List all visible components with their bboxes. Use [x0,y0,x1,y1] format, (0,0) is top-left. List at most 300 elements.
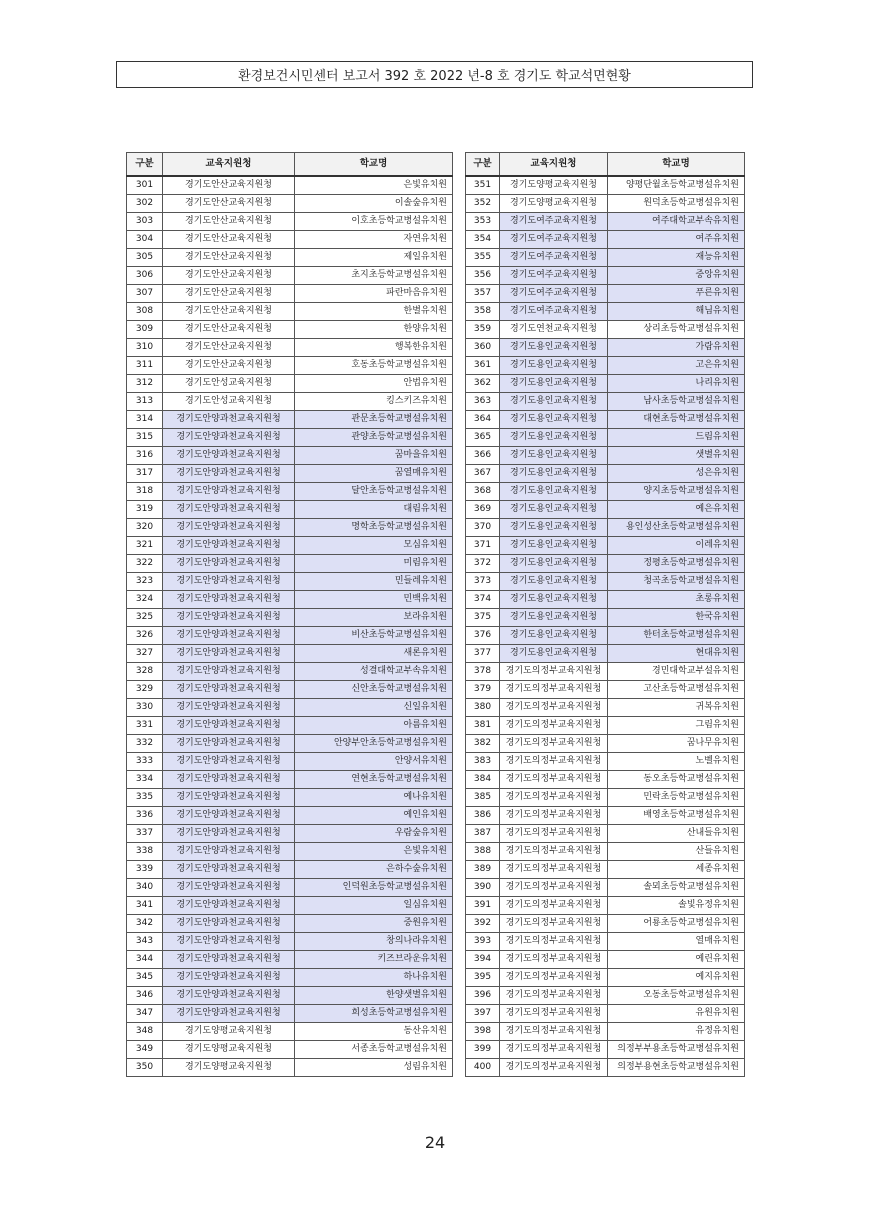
table-row [127,626,453,644]
row-number: 312 [127,374,163,392]
row-number: 354 [466,230,500,248]
row-number: 369 [466,500,500,518]
school-name: 이솔숲유치원 [295,194,453,212]
table-row [127,716,453,734]
school-name: 예나유치원 [295,788,453,806]
row-number: 397 [466,1004,500,1022]
education-office: 경기도안산교육지원청 [163,338,295,356]
school-name: 신안초등학교병설유치원 [295,680,453,698]
school-name: 그림유치원 [608,716,745,734]
school-name: 상리초등학교병설유치원 [608,320,745,338]
row-number: 334 [127,770,163,788]
education-office: 경기도의정부교육지원청 [500,1058,608,1076]
school-name: 세종유치원 [608,860,745,878]
table-body-left [127,176,453,1077]
education-office: 경기도용인교육지원청 [500,338,608,356]
school-name: 재능유치원 [608,248,745,266]
school-name: 자연유치원 [295,230,453,248]
education-office: 경기도안양과천교육지원청 [163,842,295,860]
school-name: 예린유치원 [608,950,745,968]
table-row [127,572,453,590]
education-office: 경기도의정부교육지원청 [500,842,608,860]
table-row [466,464,745,482]
school-name: 동산유치원 [295,1022,453,1040]
school-name: 민들레유치원 [295,572,453,590]
school-name: 배영초등학교병설유치원 [608,806,745,824]
school-name: 비산초등학교병설유치원 [295,626,453,644]
row-number: 385 [466,788,500,806]
school-name: 성은유치원 [608,464,745,482]
school-name: 관양초등학교병설유치원 [295,428,453,446]
header-school: 학교명 [295,153,453,176]
education-office: 경기도양평교육지원청 [163,1022,295,1040]
education-office: 경기도의정부교육지원청 [500,968,608,986]
school-name: 솔뫼초등학교병설유치원 [608,878,745,896]
education-office: 경기도의정부교육지원청 [500,986,608,1004]
education-office: 경기도안양과천교육지원청 [163,950,295,968]
row-number: 393 [466,932,500,950]
table-row [466,392,745,410]
school-name: 해님유치원 [608,302,745,320]
table-row [466,1004,745,1022]
row-number: 346 [127,986,163,1004]
school-name: 연현초등학교병설유치원 [295,770,453,788]
school-name: 예은유치원 [608,500,745,518]
row-number: 330 [127,698,163,716]
table-row [466,356,745,374]
education-office: 경기도안산교육지원청 [163,356,295,374]
school-name: 하나유치원 [295,968,453,986]
school-name: 여주대학교부속유치원 [608,212,745,230]
school-name: 미림유치원 [295,554,453,572]
row-number: 391 [466,896,500,914]
row-number: 317 [127,464,163,482]
row-number: 313 [127,392,163,410]
school-name: 드림유치원 [608,428,745,446]
table-row [127,536,453,554]
table-row [466,410,745,428]
table-row [127,212,453,230]
row-number: 310 [127,338,163,356]
table-row [127,698,453,716]
row-number: 305 [127,248,163,266]
table-row [466,194,745,212]
table-row [127,284,453,302]
school-name: 키즈브라운유치원 [295,950,453,968]
row-number: 338 [127,842,163,860]
education-office: 경기도안양과천교육지원청 [163,806,295,824]
row-number: 400 [466,1058,500,1076]
table-row [466,860,745,878]
table-row [466,896,745,914]
education-office: 경기도용인교육지원청 [500,428,608,446]
school-name: 여주유치원 [608,230,745,248]
row-number: 342 [127,914,163,932]
table-row [466,482,745,500]
row-number: 336 [127,806,163,824]
header-office: 교육지원청 [500,153,608,176]
table-header-row [466,153,745,176]
school-name: 은하수숲유치원 [295,860,453,878]
school-name: 일심유치원 [295,896,453,914]
table-row [127,374,453,392]
table-row [466,968,745,986]
table-row [127,644,453,662]
table-row [466,1022,745,1040]
school-name: 고은유치원 [608,356,745,374]
table-row [127,446,453,464]
education-office: 경기도안양과천교육지원청 [163,788,295,806]
education-office: 경기도용인교육지원청 [500,356,608,374]
education-office: 경기도의정부교육지원청 [500,860,608,878]
table-row [127,500,453,518]
row-number: 304 [127,230,163,248]
table-row [466,788,745,806]
row-number: 328 [127,662,163,680]
education-office: 경기도용인교육지원청 [500,608,608,626]
education-office: 경기도안산교육지원청 [163,212,295,230]
row-number: 350 [127,1058,163,1076]
table-row [127,950,453,968]
table-row [466,284,745,302]
school-name: 경민대학교부설유치원 [608,662,745,680]
table-row [127,932,453,950]
table-row [127,734,453,752]
row-number: 381 [466,716,500,734]
school-name: 안양부안초등학교병설유치원 [295,734,453,752]
row-number: 371 [466,536,500,554]
school-name: 파란마음유치원 [295,284,453,302]
education-office: 경기도용인교육지원청 [500,626,608,644]
table-row [127,194,453,212]
education-office: 경기도용인교육지원청 [500,392,608,410]
school-name: 귀복유치원 [608,698,745,716]
row-number: 353 [466,212,500,230]
table-row [466,554,745,572]
table-row [466,932,745,950]
row-number: 359 [466,320,500,338]
row-number: 332 [127,734,163,752]
table-row [127,1040,453,1058]
school-name: 아름유치원 [295,716,453,734]
education-office: 경기도의정부교육지원청 [500,950,608,968]
row-number: 316 [127,446,163,464]
school-name: 이레유치원 [608,536,745,554]
table-row [127,842,453,860]
row-number: 318 [127,482,163,500]
education-office: 경기도의정부교육지원청 [500,824,608,842]
education-office: 경기도의정부교육지원청 [500,716,608,734]
table-row [127,356,453,374]
row-number: 355 [466,248,500,266]
page-number: 24 [424,1133,446,1152]
education-office: 경기도용인교육지원청 [500,554,608,572]
row-number: 325 [127,608,163,626]
table-row [466,446,745,464]
education-office: 경기도의정부교육지원청 [500,788,608,806]
education-office: 경기도안양과천교육지원청 [163,644,295,662]
school-name: 인덕원초등학교병설유치원 [295,878,453,896]
row-number: 322 [127,554,163,572]
row-number: 392 [466,914,500,932]
row-number: 308 [127,302,163,320]
table-row [127,518,453,536]
education-office: 경기도안산교육지원청 [163,176,295,195]
education-office: 경기도안성교육지원청 [163,392,295,410]
education-office: 경기도양평교육지원청 [163,1040,295,1058]
row-number: 347 [127,1004,163,1022]
table-row [127,824,453,842]
education-office: 경기도여주교육지원청 [500,230,608,248]
education-office: 경기도용인교육지원청 [500,500,608,518]
table-row [466,680,745,698]
table-row [466,644,745,662]
row-number: 384 [466,770,500,788]
school-name: 한양샛별유치원 [295,986,453,1004]
education-office: 경기도용인교육지원청 [500,590,608,608]
education-office: 경기도양평교육지원청 [500,176,608,195]
school-name: 산들유치원 [608,842,745,860]
row-number: 366 [466,446,500,464]
education-office: 경기도용인교육지원청 [500,446,608,464]
education-office: 경기도의정부교육지원청 [500,752,608,770]
row-number: 368 [466,482,500,500]
table-row [127,230,453,248]
row-number: 306 [127,266,163,284]
school-name: 솔빛유정유치원 [608,896,745,914]
table-row [127,248,453,266]
school-name: 안법유치원 [295,374,453,392]
row-number: 349 [127,1040,163,1058]
school-name: 한터초등학교병설유치원 [608,626,745,644]
row-number: 345 [127,968,163,986]
education-office: 경기도여주교육지원청 [500,302,608,320]
table-row [466,950,745,968]
school-name: 의정부부용초등학교병설유치원 [608,1040,745,1058]
school-name: 행복한유치원 [295,338,453,356]
education-office: 경기도연천교육지원청 [500,320,608,338]
row-number: 396 [466,986,500,1004]
row-number: 335 [127,788,163,806]
row-number: 309 [127,320,163,338]
table-row [466,878,745,896]
row-number: 357 [466,284,500,302]
row-number: 363 [466,392,500,410]
school-name: 유정유치원 [608,1022,745,1040]
row-number: 382 [466,734,500,752]
row-number: 303 [127,212,163,230]
row-number: 365 [466,428,500,446]
education-office: 경기도안양과천교육지원청 [163,824,295,842]
table-row [466,770,745,788]
row-number: 320 [127,518,163,536]
school-name: 호동초등학교병설유치원 [295,356,453,374]
table-row [466,842,745,860]
education-office: 경기도안산교육지원청 [163,320,295,338]
table-row [466,752,745,770]
row-number: 352 [466,194,500,212]
school-name: 샛별유치원 [608,446,745,464]
table-row [127,1004,453,1022]
education-office: 경기도안양과천교육지원청 [163,608,295,626]
row-number: 343 [127,932,163,950]
table-row [127,806,453,824]
row-number: 301 [127,176,163,195]
table-row [466,608,745,626]
table-row [466,536,745,554]
table-row [127,392,453,410]
school-name: 새론유치원 [295,644,453,662]
table-row [127,1058,453,1076]
school-name: 희성초등학교병설유치원 [295,1004,453,1022]
row-number: 395 [466,968,500,986]
school-name: 킹스키즈유치원 [295,392,453,410]
table-row [127,338,453,356]
education-office: 경기도양평교육지원청 [163,1058,295,1076]
table-row [127,662,453,680]
row-number: 358 [466,302,500,320]
school-table-left [126,152,453,1077]
education-office: 경기도의정부교육지원청 [500,1022,608,1040]
row-number: 327 [127,644,163,662]
row-number: 375 [466,608,500,626]
row-number: 324 [127,590,163,608]
education-office: 경기도의정부교육지원청 [500,878,608,896]
education-office: 경기도용인교육지원청 [500,572,608,590]
school-name: 한양유치원 [295,320,453,338]
table-row [466,806,745,824]
table-row [466,518,745,536]
education-office: 경기도안양과천교육지원청 [163,860,295,878]
table-row [127,914,453,932]
row-number: 319 [127,500,163,518]
school-name: 오동초등학교병설유치원 [608,986,745,1004]
school-name: 창의나라유치원 [295,932,453,950]
row-number: 362 [466,374,500,392]
school-name: 중앙유치원 [608,266,745,284]
table-row [466,338,745,356]
school-name: 대현초등학교병설유치원 [608,410,745,428]
table-row [466,1058,745,1076]
school-name: 정평초등학교병설유치원 [608,554,745,572]
school-table-right [465,152,745,1077]
table-row [466,248,745,266]
school-name: 예지유치원 [608,968,745,986]
school-name: 한별유치원 [295,302,453,320]
education-office: 경기도의정부교육지원청 [500,698,608,716]
education-office: 경기도안산교육지원청 [163,230,295,248]
school-name: 신일유치원 [295,698,453,716]
school-name: 남사초등학교병설유치원 [608,392,745,410]
school-name: 제일유치원 [295,248,453,266]
table-row [466,1040,745,1058]
row-number: 331 [127,716,163,734]
row-number: 378 [466,662,500,680]
school-name: 꿈마을유치원 [295,446,453,464]
table-row [466,266,745,284]
education-office: 경기도안양과천교육지원청 [163,536,295,554]
school-name: 한국유치원 [608,608,745,626]
school-name: 현대유치원 [608,644,745,662]
row-number: 341 [127,896,163,914]
education-office: 경기도안양과천교육지원청 [163,518,295,536]
school-name: 청곡초등학교병설유치원 [608,572,745,590]
row-number: 337 [127,824,163,842]
education-office: 경기도안양과천교육지원청 [163,986,295,1004]
row-number: 389 [466,860,500,878]
education-office: 경기도의정부교육지원청 [500,1004,608,1022]
education-office: 경기도안양과천교육지원청 [163,932,295,950]
row-number: 394 [466,950,500,968]
table-row [466,428,745,446]
row-number: 311 [127,356,163,374]
table-row [466,302,745,320]
school-name: 은빛유치원 [295,176,453,195]
education-office: 경기도안산교육지원청 [163,248,295,266]
table-row [127,680,453,698]
school-name: 동오초등학교병설유치원 [608,770,745,788]
education-office: 경기도안양과천교육지원청 [163,914,295,932]
education-office: 경기도안양과천교육지원청 [163,770,295,788]
row-number: 340 [127,878,163,896]
school-name: 초롱유치원 [608,590,745,608]
school-name: 꿈열매유치원 [295,464,453,482]
education-office: 경기도안양과천교육지원청 [163,482,295,500]
row-number: 399 [466,1040,500,1058]
table-row [466,212,745,230]
education-office: 경기도용인교육지원청 [500,374,608,392]
table-row [466,626,745,644]
row-number: 390 [466,878,500,896]
school-name: 성결대학교부속유치원 [295,662,453,680]
table-row [127,590,453,608]
education-office: 경기도안양과천교육지원청 [163,626,295,644]
education-office: 경기도여주교육지원청 [500,212,608,230]
row-number: 333 [127,752,163,770]
school-name: 민락초등학교병설유치원 [608,788,745,806]
header-no: 구분 [466,153,500,176]
education-office: 경기도용인교육지원청 [500,464,608,482]
row-number: 387 [466,824,500,842]
table-row [466,824,745,842]
education-office: 경기도안양과천교육지원청 [163,590,295,608]
school-name: 명학초등학교병설유치원 [295,518,453,536]
education-office: 경기도용인교육지원청 [500,518,608,536]
education-office: 경기도안산교육지원청 [163,302,295,320]
education-office: 경기도의정부교육지원청 [500,662,608,680]
school-name: 산내들유치원 [608,824,745,842]
row-number: 386 [466,806,500,824]
education-office: 경기도의정부교육지원청 [500,680,608,698]
education-office: 경기도용인교육지원청 [500,482,608,500]
table-row [127,302,453,320]
school-name: 대림유치원 [295,500,453,518]
school-name: 성림유치원 [295,1058,453,1076]
table-row [466,914,745,932]
row-number: 321 [127,536,163,554]
education-office: 경기도용인교육지원청 [500,410,608,428]
education-office: 경기도의정부교육지원청 [500,770,608,788]
table-row [466,176,745,195]
table-row [127,788,453,806]
school-name: 이호초등학교병설유치원 [295,212,453,230]
education-office: 경기도안양과천교육지원청 [163,698,295,716]
row-number: 360 [466,338,500,356]
table-row [466,500,745,518]
row-number: 315 [127,428,163,446]
table-row [127,464,453,482]
education-office: 경기도안양과천교육지원청 [163,464,295,482]
